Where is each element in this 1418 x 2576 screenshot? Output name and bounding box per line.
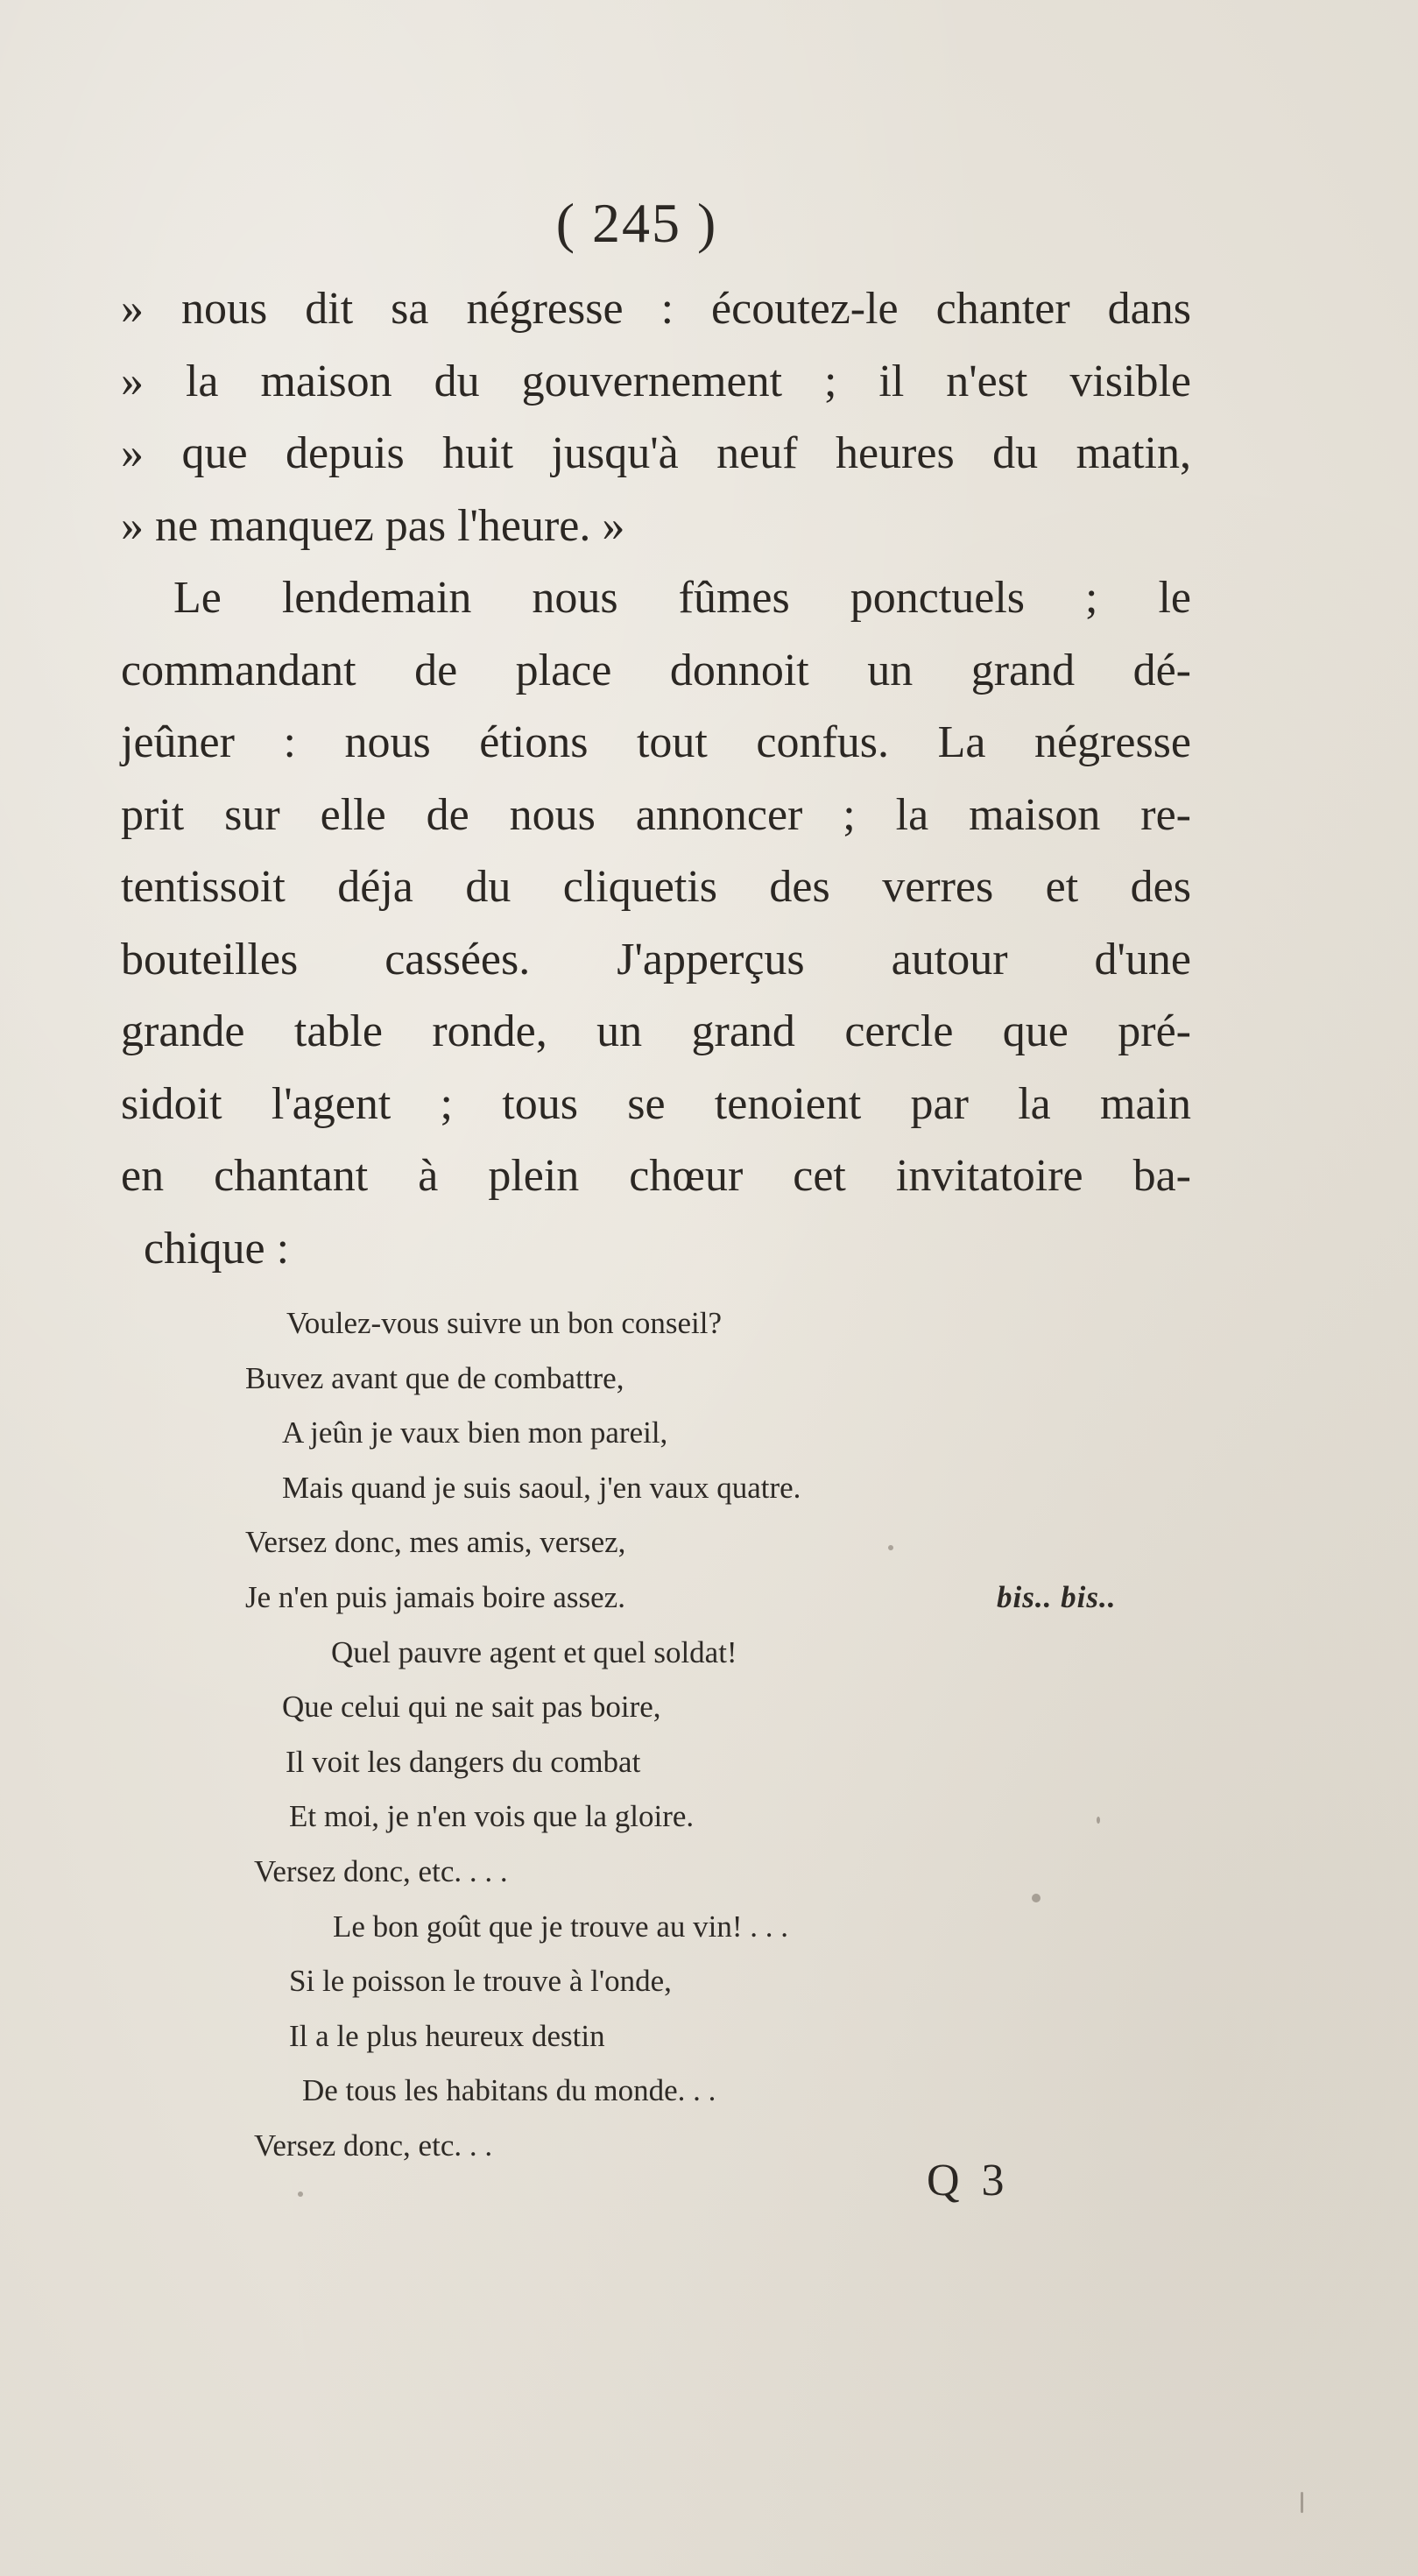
verse-line: [0, 1900, 1418, 1955]
verse-text: Voulez-vous suivre un bon conseil?: [286, 1306, 723, 1340]
prose-line: » nous dit sa négresse : écoutez-le chanter dans: [121, 284, 1191, 334]
prose-line: » ne manquez pas l'heure. »: [121, 500, 625, 551]
verse-text: Je n'en puis jamais boire assez.: [245, 1579, 625, 1614]
verse-line: [0, 1626, 1418, 1681]
verse-text: Buvez avant que de combattre,: [245, 1360, 624, 1395]
verse-line: [0, 1515, 1418, 1570]
prose-line: prit sur elle de nous annoncer ; la maison re-: [121, 789, 1191, 840]
prose-line: tentissoit déja du cliquetis des verres et des: [121, 862, 1191, 912]
prose-line: bouteilles cassées. J'apperçus autour d'une: [121, 934, 1191, 985]
verse-line: [0, 2009, 1418, 2064]
verse-line: [0, 1954, 1418, 2009]
verse-text: Versez donc, etc. . .: [254, 2128, 493, 2163]
prose-line: jeûner : nous étions tout confus. La négresse: [121, 717, 1191, 767]
prose-line: grande table ronde, un grand cercle que pré-: [121, 1006, 1191, 1056]
prose-block: [121, 273, 1191, 1285]
verse-text: Mais quand je suis saoul, j'en vaux quatre.: [282, 1470, 801, 1505]
verse-line: [0, 1845, 1418, 1900]
song-verse: [0, 1296, 1418, 2174]
prose-line: chique :: [144, 1223, 290, 1274]
verse-line: [0, 1735, 1418, 1790]
paper-speck: [888, 1545, 893, 1550]
verse-text: Versez donc, etc. . . .: [254, 1853, 508, 1888]
verse-line: [0, 1406, 1418, 1461]
prose-line: sidoit l'agent ; tous se tenoient par la main: [121, 1078, 1191, 1129]
verse-text: A jeûn je vaux bien mon pareil,: [282, 1415, 668, 1450]
verse-text: Si le poisson le trouve à l'onde,: [289, 1964, 672, 1999]
verse-text: Il voit les dangers du combat: [286, 1744, 641, 1779]
signature-mark: Q 3: [927, 2156, 1010, 2205]
verse-text: De tous les habitans du monde. . .: [302, 2073, 716, 2108]
refrain-mark: bis.. bis..: [997, 1579, 1117, 1614]
verse-text: Il a le plus heureux destin: [289, 2018, 605, 2053]
prose-line: en chantant à plein chœur cet invitatoire ba-: [121, 1151, 1191, 1201]
verse-line: [0, 1789, 1418, 1845]
verse-text: Et moi, je n'en vois que la gloire.: [289, 1799, 695, 1834]
paper-speck: [1032, 1894, 1041, 1902]
prose-line: Le lendemain nous fûmes ponctuels ; le: [173, 573, 1191, 623]
page-number: ( 245 ): [555, 192, 718, 254]
verse-line: [0, 1680, 1418, 1735]
prose-line: » la maison du gouvernement ; il n'est visible: [121, 356, 1191, 406]
paper-speck: [1097, 1817, 1100, 1824]
verse-line: [0, 2064, 1418, 2119]
verse-line: [0, 1461, 1418, 1516]
verse-line: [0, 2119, 1418, 2174]
prose-line: » que depuis huit jusqu'à neuf heures du matin,: [121, 428, 1191, 478]
verse-line: [0, 1352, 1418, 1407]
paper-speck: [1301, 2492, 1303, 2513]
verse-text: Le bon goût que je trouve au vin! . . .: [333, 1909, 789, 1944]
verse-text: Quel pauvre agent et quel soldat!: [331, 1634, 737, 1669]
verse-line: [0, 1570, 1418, 1626]
verse-text: Versez donc, mes amis, versez,: [245, 1525, 626, 1560]
paper-speck: [298, 2191, 303, 2197]
verse-line: [0, 1296, 1418, 1352]
verse-text: Que celui qui ne sait pas boire,: [282, 1690, 661, 1725]
prose-line: commandant de place donnoit un grand dé-: [121, 645, 1191, 695]
